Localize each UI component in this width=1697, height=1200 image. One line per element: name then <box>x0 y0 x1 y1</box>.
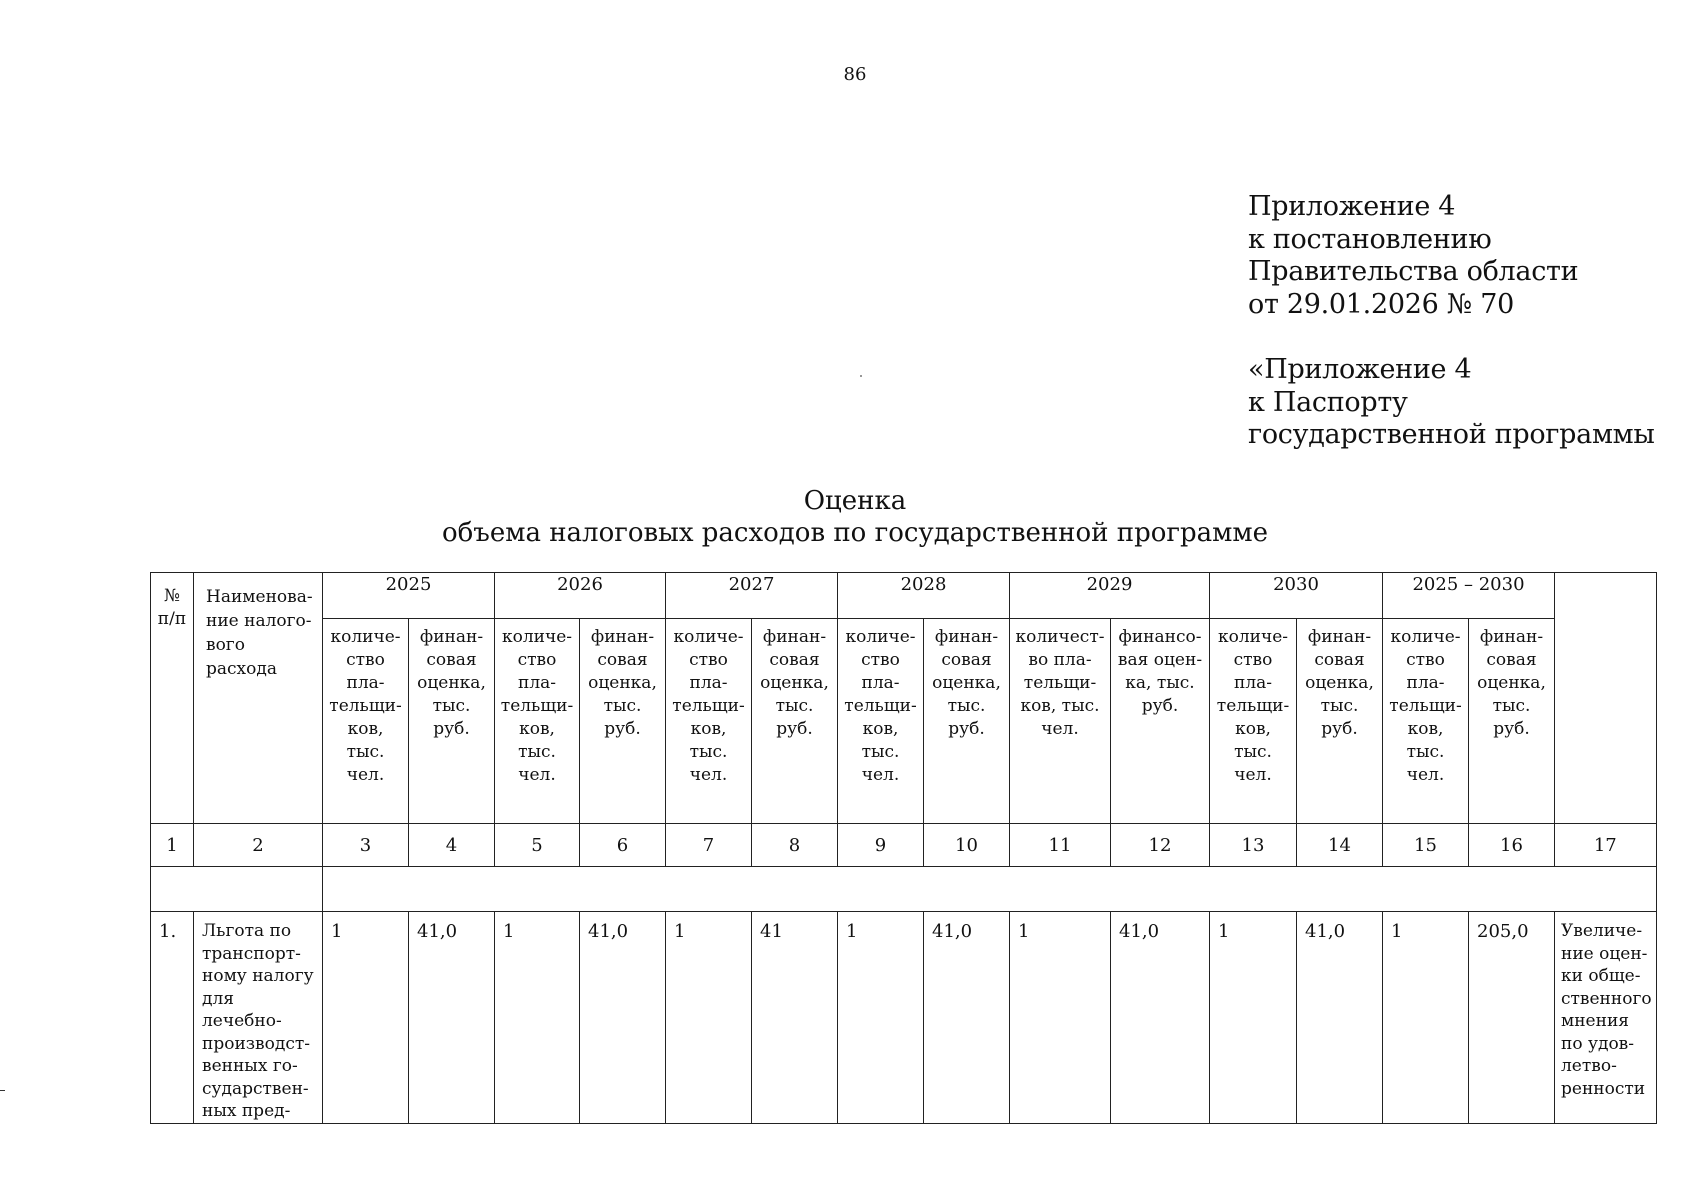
header-fin: финан- совая оценка, тыс. руб. <box>1469 619 1555 824</box>
header-year: 2025 <box>323 573 495 619</box>
column-index: 1 <box>151 824 194 867</box>
value-cell: 1 <box>1210 912 1297 1124</box>
value-cell: 1 <box>495 912 580 1124</box>
appendix-line: Приложение 4 <box>1248 191 1456 222</box>
appendix-line: Правительства области <box>1248 256 1579 287</box>
index-row <box>151 824 1657 867</box>
header-qty: количе- ство пла- тельщи- ков, тыс. чел. <box>323 619 409 824</box>
title-line: объема налоговых расходов по государственной программе <box>442 518 1268 548</box>
value-cell: 41,0 <box>580 912 666 1124</box>
header-fin: финансо- вая оцен- ка, тыс. руб. <box>1111 619 1210 824</box>
header-year: 2028 <box>838 573 1010 619</box>
section-row <box>151 867 1657 912</box>
header-year: 2026 <box>495 573 666 619</box>
header-year: 2030 <box>1210 573 1383 619</box>
column-index: 2 <box>194 824 323 867</box>
tax-expenditure-table <box>150 572 1657 1124</box>
effect-cell: Увеличе- ние оцен- ки обще- ственного мнения по удов- летво- ренности <box>1555 912 1657 1124</box>
header-fin: финан- совая оценка, тыс. руб. <box>1297 619 1383 824</box>
value-cell: 41 <box>752 912 838 1124</box>
header-name: Наименова- ние налого- вого расхода <box>194 573 323 824</box>
value-cell: 205,0 <box>1469 912 1555 1124</box>
header-year: 2025 – 2030 <box>1383 573 1555 619</box>
column-index: 11 <box>1010 824 1111 867</box>
value-cell: 41,0 <box>409 912 495 1124</box>
section-cell-right <box>323 867 1657 912</box>
scan-mark <box>0 1090 5 1091</box>
table-row <box>151 912 1657 1124</box>
header-num: № п/п <box>151 573 194 824</box>
column-index: 15 <box>1383 824 1469 867</box>
column-index: 9 <box>838 824 924 867</box>
header-qty: количе- ство пла- тельщи- ков, тыс. чел. <box>666 619 752 824</box>
value-cell: 41,0 <box>1111 912 1210 1124</box>
column-index: 4 <box>409 824 495 867</box>
row-number: 1. <box>151 912 194 1124</box>
column-index: 14 <box>1297 824 1383 867</box>
document-title <box>0 485 1697 549</box>
header-qty: количест- во пла- тельщи- ков, тыс. чел. <box>1010 619 1111 824</box>
header-year: 2027 <box>666 573 838 619</box>
column-index: 7 <box>666 824 752 867</box>
header-qty: количе- ство пла- тельщи- ков, тыс. чел. <box>1383 619 1469 824</box>
value-cell: 41,0 <box>924 912 1010 1124</box>
value-cell: 1 <box>838 912 924 1124</box>
section-cell-left <box>151 867 323 912</box>
subheader-row <box>151 619 1657 824</box>
appendix-line: от 29.01.2026 № 70 <box>1248 288 1515 320</box>
appendix-line: к постановлению <box>1248 223 1492 255</box>
column-index: 3 <box>323 824 409 867</box>
page-number: 86 <box>843 64 867 85</box>
header-qty: количе- ство пла- тельщи- ков, тыс. чел. <box>1210 619 1297 824</box>
header-fin: финан- совая оценка, тыс. руб. <box>752 619 838 824</box>
column-index: 8 <box>752 824 838 867</box>
header-row <box>151 573 1657 619</box>
column-index: 17 <box>1555 824 1657 867</box>
column-index: 5 <box>495 824 580 867</box>
appendix-sub-line: к Паспорту <box>1248 386 1408 418</box>
header-qty: количе- ство пла- тельщи- ков, тыс. чел. <box>838 619 924 824</box>
value-cell: 1 <box>323 912 409 1124</box>
column-index: 16 <box>1469 824 1555 867</box>
header-year: 2029 <box>1010 573 1210 619</box>
column-index: 13 <box>1210 824 1297 867</box>
appendix-sub-line: государственной программы <box>1248 419 1655 450</box>
title-line: Оценка <box>803 486 907 516</box>
scan-dot <box>860 375 862 377</box>
column-index: 6 <box>580 824 666 867</box>
tax-expenditure-name: Льгота по транспорт- ному налогу для лечебно- производст- венных го- сударствен- ных пред- <box>194 912 323 1124</box>
value-cell: 1 <box>1010 912 1111 1124</box>
header-fin: финан- совая оценка, тыс. руб. <box>924 619 1010 824</box>
column-index: 10 <box>924 824 1010 867</box>
appendix-header <box>1248 191 1578 321</box>
value-cell: 41,0 <box>1297 912 1383 1124</box>
header-qty: количе- ство пла- тельщи- ков, тыс. чел. <box>495 619 580 824</box>
appendix-sub-header <box>1248 354 1655 452</box>
header-effect <box>1555 573 1657 824</box>
column-index: 12 <box>1111 824 1210 867</box>
value-cell: 1 <box>1383 912 1469 1124</box>
header-fin: финан- совая оценка, тыс. руб. <box>580 619 666 824</box>
appendix-sub-line: «Приложение 4 <box>1248 354 1472 385</box>
value-cell: 1 <box>666 912 752 1124</box>
header-fin: финан- совая оценка, тыс. руб. <box>409 619 495 824</box>
